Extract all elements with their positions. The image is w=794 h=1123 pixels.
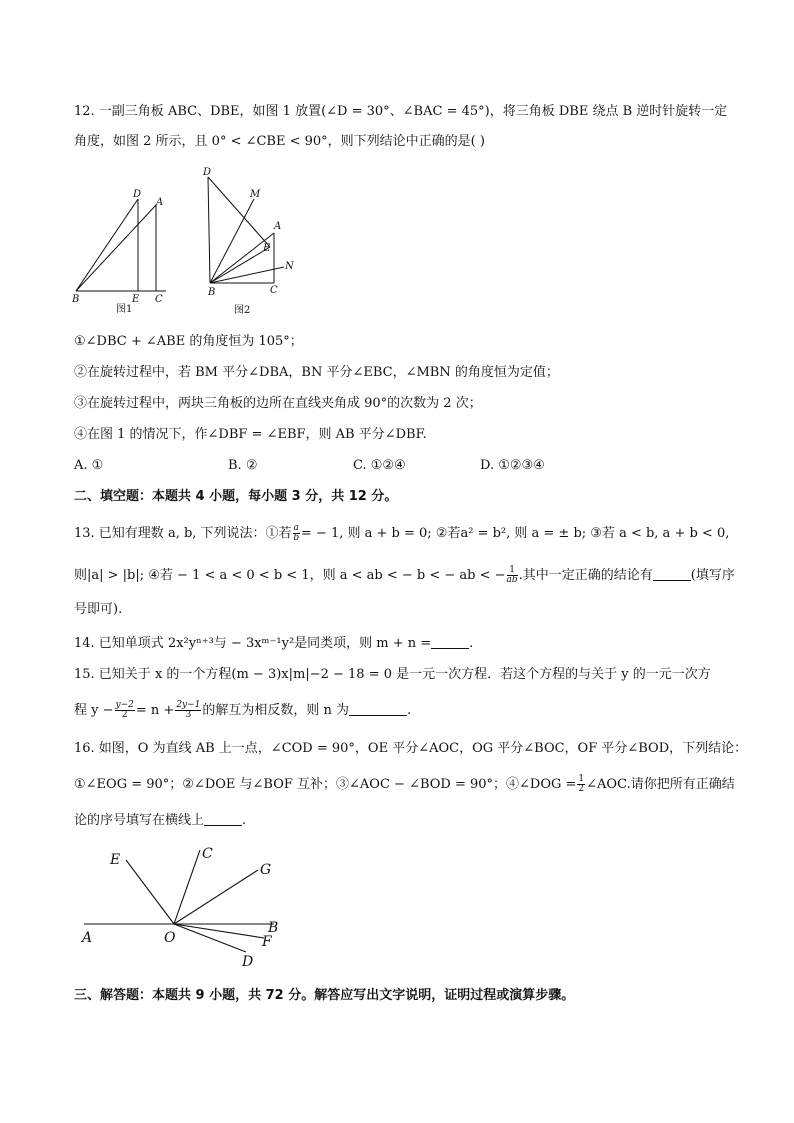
fig2-label-a: A	[274, 221, 282, 232]
q16-label-a: A	[82, 930, 93, 946]
q13-frac-num: a	[293, 523, 299, 533]
q16-label-b: B	[268, 920, 279, 936]
q13-line2	[74, 566, 735, 585]
q16-answer-blank[interactable]	[204, 813, 242, 826]
q15-line2-a: 程 y −	[74, 703, 114, 718]
fig2-label-e: E	[263, 243, 271, 254]
q15-line2-b: = n +	[135, 703, 175, 718]
q13-answer-blank[interactable]	[653, 568, 691, 581]
q15-f1-num: y−2	[115, 700, 134, 710]
fig2-label-d: D	[203, 167, 212, 178]
fig2-ray-bn	[210, 267, 284, 283]
q13-line2-a: 则|a| > |b|; ④若 − 1 < a < 0 < b < 1，则 a < ab < − b < − ab < −	[74, 568, 506, 583]
q16-ray-oe	[126, 860, 174, 924]
q14-text-a: 14. 已知单项式 2x²yⁿ⁺³与 − 3xᵐ⁻¹y²是同类项，则 m + n =	[74, 636, 432, 651]
q13-line1	[74, 524, 729, 543]
q13-fraction-a-over-b	[293, 524, 300, 543]
q13-line1-b: = − 1, 则 a + b = 0; ②若a² = b², 则 a = ± b; ③若 a < b, a + b < 0,	[300, 526, 730, 541]
q13-frac2-num: 1	[507, 566, 518, 576]
fig1-label-d: D	[133, 189, 142, 200]
fig2-ray-bm	[210, 199, 254, 283]
fig1-label-e: E	[132, 294, 140, 305]
q15-fraction-2	[175, 701, 201, 720]
q14-text-b: .	[469, 636, 474, 651]
q16-label-f: F	[262, 934, 272, 950]
q12-option-c[interactable]: C. ①②④	[353, 458, 406, 473]
q13-line3: 号即可).	[74, 602, 123, 617]
q12-figure-2	[198, 163, 308, 321]
q16-label-o: O	[164, 930, 176, 946]
q13-fraction-1-over-ab	[507, 566, 518, 585]
q16-f-den: 2	[578, 784, 585, 794]
fig1-caption: 图1	[116, 304, 133, 315]
q16-line3-a: 论的序号填写在横线上	[74, 813, 205, 828]
q12-statement-3: ③在旋转过程中，两块三角板的边所在直线夹角成 90°的次数为 2 次；	[74, 396, 482, 411]
fig2-caption: 图2	[234, 305, 251, 316]
q13-frac-den: b	[293, 533, 300, 543]
q15-f2-den: 3	[185, 710, 192, 720]
q16-line2-a: ①∠EOG = 90°；②∠DOE 与∠BOF 互补；③∠AOC − ∠BOD = 90°；④∠DOG =	[74, 777, 577, 792]
fig1-edge-ba	[76, 205, 156, 291]
q13-line1-a: 13. 已知有理数 a, b, 下列说法：①若	[74, 526, 292, 541]
section-3-heading: 三、解答题：本题共 9 小题，共 72 分。解答应写出文字说明，证明过程或演算步骤。	[74, 988, 575, 1003]
q12-stem-line2: 角度，如图 2 所示，且 0° < ∠CBE < 90°，则下列结论中正确的是( )	[74, 134, 485, 149]
q13-frac2-den: ab	[506, 575, 518, 585]
q15-line2	[74, 701, 411, 720]
q16-label-g: G	[260, 862, 272, 878]
q16-f-num: 1	[578, 774, 585, 784]
fig2-edge-bd	[208, 177, 210, 283]
q14-answer-blank[interactable]	[431, 636, 469, 649]
fig2-label-c: C	[270, 285, 278, 296]
q16-ray-oc	[174, 850, 200, 924]
q15-f1-den: 2	[121, 710, 128, 720]
q14-line	[74, 635, 473, 653]
q16-figure	[78, 840, 288, 970]
q16-line2-b: ∠AOC.请你把所有正确结	[586, 777, 735, 792]
fig1-label-a: A	[156, 197, 164, 208]
q15-f2-num: 2y−1	[176, 700, 201, 710]
fig1-edge-bd	[76, 199, 138, 291]
section-2-heading: 二、填空题：本题共 4 小题，每小题 3 分，共 12 分。	[74, 489, 398, 504]
fig2-label-b: B	[208, 287, 216, 298]
q13-line2-b: .其中一定正确的结论有	[518, 568, 653, 583]
q16-ray-of	[174, 924, 264, 938]
q16-line3-b: .	[242, 813, 247, 828]
q16-ray-od	[174, 924, 246, 952]
q15-answer-blank[interactable]	[349, 703, 407, 716]
q16-label-e: E	[110, 852, 121, 868]
fig2-label-n: N	[285, 261, 294, 272]
q13-line2-c: (填写序	[690, 568, 735, 583]
fig1-label-c: C	[155, 294, 163, 305]
fig2-label-m: M	[250, 189, 261, 200]
q12-statement-4: ④在图 1 的情况下，作∠DBF = ∠EBF，则 AB 平分∠DBF.	[74, 427, 427, 442]
q16-line2	[74, 775, 735, 794]
q12-option-d[interactable]: D. ①②③④	[480, 458, 545, 473]
q15-fraction-1	[115, 701, 135, 720]
q16-fraction-half	[577, 775, 585, 794]
q12-figure-1	[70, 185, 180, 315]
fig1-label-b: B	[72, 294, 80, 305]
q16-label-d: D	[242, 954, 254, 970]
q15-line1: 15. 已知关于 x 的一个方程(m − 3)x|m|−2 − 18 = 0 是一元一次方程．若这个方程的与关于 y 的一元一次方	[74, 667, 711, 682]
q12-stem-line1: 12. 一副三角板 ABC、DBE，如图 1 放置(∠D = 30°、∠BAC = 45°)，将三角板 DBE 绕点 B 逆时针旋转一定	[74, 104, 728, 119]
q12-statement-1: ①∠DBC + ∠ABE 的角度恒为 105°；	[74, 334, 303, 349]
q12-statement-2: ②在旋转过程中，若 BM 平分∠DBA，BN 平分∠EBC，∠MBN 的角度恒为定值；	[74, 365, 559, 380]
q16-label-c: C	[202, 846, 213, 862]
fig2-edge-de	[208, 177, 270, 247]
q15-line2-d: .	[407, 703, 412, 718]
q16-ray-og	[174, 870, 258, 924]
q15-line2-c: 的解互为相反数，则 n 为	[202, 703, 350, 718]
q16-line3	[74, 812, 246, 830]
q12-option-a[interactable]: A. ①	[74, 458, 104, 473]
q16-line1: 16. 如图，O 为直线 AB 上一点，∠COD = 90°，OE 平分∠AOC，OG 平分∠BOC，OF 平分∠BOD，下列结论：	[74, 741, 748, 756]
q12-option-b[interactable]: B. ②	[228, 458, 258, 473]
